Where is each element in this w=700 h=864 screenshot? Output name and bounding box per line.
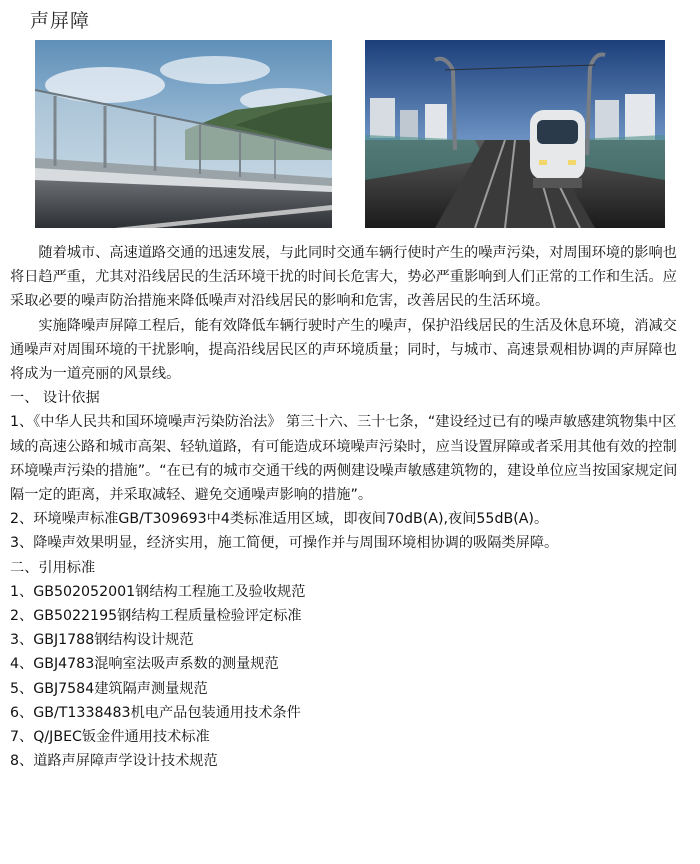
- railway-noise-barrier-photo: [365, 40, 665, 228]
- standard-item: 4、GBJ4783混响室法吸声系数的测量规范: [10, 656, 279, 673]
- intro-paragraph: 随着城市、高速道路交通的迅速发展，与此同时交通车辆行使时产生的噪声污染，对周围环境的影响也将日趋严重，尤其对沿线居民的生活环境干扰的时间长危害大，势必严重影响到人们正常的工作和生活。应采取必要的噪声防治措施来降低噪声对沿线居民的影响和危害，改善居民的生活环境。: [10, 245, 677, 310]
- highway-noise-barrier-photo: [35, 40, 332, 228]
- standard-item: 2、GB5022195钢结构工程质量检验评定标准: [10, 608, 302, 625]
- standard-item: 7、Q/JBEC钣金件通用技术标准: [10, 729, 210, 746]
- section-heading-design-basis: 一、 设计依据: [10, 390, 100, 407]
- benefit-paragraph: 实施降噪声屏障工程后，能有效降低车辆行驶时产生的噪声，保护沿线居民的生活及休息环境，消减交通噪声对周围环境的干扰影响，提高沿线居民区的声环境质量；同时，与城市、高速景观相协调的声屏障也将成为一道亮丽的风景线。: [10, 317, 677, 383]
- design-basis-item: 3、降噪声效果明显，经济实用，施工简便，可操作并与周围环境相协调的吸隔类屏障。: [10, 535, 559, 552]
- design-basis-item: 2、环境噪声标准GB/T309693中4类标准适用区域，即夜间70dB(A),夜间55dB(A)。: [10, 511, 549, 528]
- design-basis-item: 1、《中华人民共和国环境噪声污染防治法》 第三十六、三十七条，“建设经过已有的噪声敏感建筑物集中区域的高速公路和城市高架、轻轨道路，有可能造成环境噪声污染时，应当设置屏障或者采用其他有效的控制环境噪声污染的措施”。“在已有的城市交通干线的两侧建设噪声敏感建筑物的，建设单位应当按国家规定间隔一定的距离，并采取减轻、避免交通噪声影响的措施”。: [10, 414, 678, 504]
- standard-item: 1、GB502052001钢结构工程施工及验收规范: [10, 583, 306, 600]
- section-heading-standards: 二、引用标准: [10, 559, 96, 576]
- standard-item: 8、道路声屏障声学设计技术规范: [10, 753, 218, 770]
- page-title: 声屏障: [30, 10, 91, 32]
- document-body: [10, 241, 690, 773]
- standard-item: 3、GBJ1788钢结构设计规范: [10, 632, 194, 649]
- standard-item: 6、GB/T1338483机电产品包装通用技术条件: [10, 704, 301, 721]
- standard-item: 5、GBJ7584建筑隔声测量规范: [10, 680, 208, 697]
